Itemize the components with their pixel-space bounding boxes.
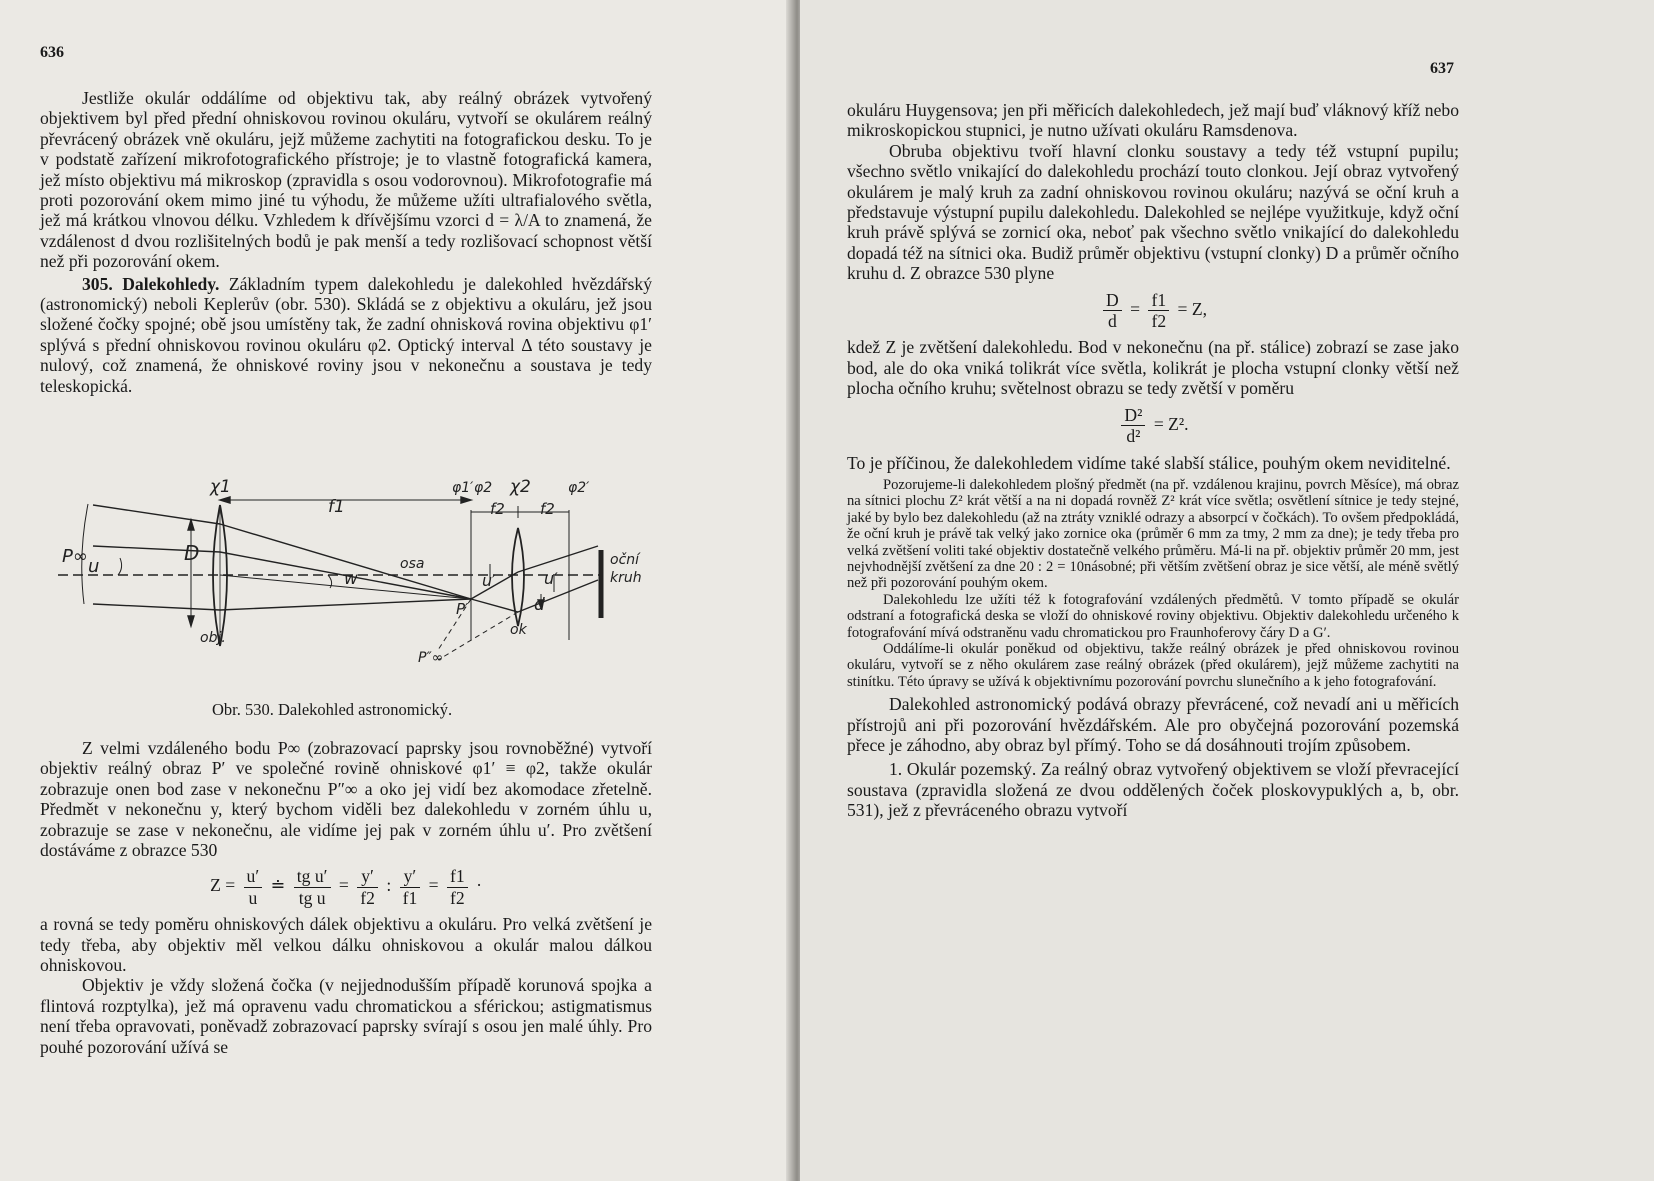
- numerator: f1: [447, 866, 468, 887]
- phi2p-label: φ2′: [568, 480, 590, 496]
- paragraph: Objektiv je vždy složená čočka (v nejjednodušším případě korunová spojka a flintová rozptylka), jež má opravenu vadu chromatickou a sférickou; astigmatismus není třeba opravovati, poněvadž zobrazovací paprsky svírají s osou jen malé úhly. Pro pouhé pozorování užívá se: [40, 975, 652, 1057]
- d-label: d: [534, 595, 545, 615]
- fraction: [244, 866, 263, 908]
- paragraph: Z velmi vzdáleného bodu P∞ (zobrazovací paprsky jsou rovnoběžné) vytvoří objektiv reálný obraz P′ ve společné rovině ohniskové φ1′ ≡ φ2, takže okulár zobrazuje onen bod zase v nekonečnu P″∞ a oko jej vidí bez akomodace zřetelně. Předmět v nekonečnu y, který bychom viděli bez dalekohledu v zorném úhlu u, zobrazuje se zase v nekonečnu, ale vidíme jej pak v zorném úhlu u′. Pro zvětšení dostáváme z obrazce 530: [40, 738, 652, 861]
- w-label: w: [344, 569, 358, 589]
- figure-caption: Obr. 530. Dalekohled astronomický.: [212, 700, 453, 719]
- right-page: [800, 0, 1654, 1181]
- page-number: 637: [1430, 60, 1454, 77]
- denominator: u: [248, 887, 258, 908]
- eq-operator: :: [386, 875, 392, 896]
- eye-ring-label: kruh: [610, 570, 642, 586]
- eq-term: = Z².: [1153, 413, 1189, 434]
- u-prime-label: u′: [544, 569, 558, 588]
- eq-term: Z =: [210, 875, 236, 896]
- fraction: [447, 866, 468, 908]
- eq-term: = Z,: [1177, 298, 1207, 319]
- D-label: D: [184, 541, 200, 565]
- fraction: [357, 866, 378, 908]
- paragraph: kdež Z je zvětšení dalekohledu. Bod v nekonečnu (na př. stálice) zobrazí se zase jako bod, ale do oka vniká tolikrát více světla, kolikrát je plocha vstupní clonky větší než plocha očního kruhu; světelnost obrazu se tedy zvětší v poměru: [847, 337, 1459, 399]
- u-prime-label: u′: [482, 571, 496, 590]
- paragraph: okuláru Huygensova; jen při měřicích dalekohledech, jež mají buď vláknový kříž nebo mikroskopickou stupnici, je nutno užívati okuláru Ramsdenova.: [847, 100, 1459, 141]
- denominator: f2: [360, 887, 375, 908]
- equation-magnification: [40, 866, 652, 908]
- paragraph: To je příčinou, že dalekohledem vidíme také slabší stálice, pouhým okem neviditelné.: [847, 452, 1451, 473]
- eye-ring-label: oční: [610, 552, 640, 568]
- page-number: 636: [40, 44, 64, 61]
- fraction: [1148, 290, 1169, 332]
- section-paragraph: [40, 274, 652, 396]
- eq-operator: ≐: [270, 875, 286, 896]
- right-text: [847, 100, 1459, 821]
- numerator: f1: [1148, 290, 1169, 311]
- paragraph-text: Základním typem dalekohledu je dalekohled hvězdářský (astronomický) neboli Keplerův (obr. 530). Skládá se z objektivu a okuláru, jež jsou složené čočky spojné; obě jsou umístěny tak, že zadní ohnisková rovina objektivu φ1′ splývá s přední ohniskovou rovinou okuláru φ2. Optický interval Δ této soustavy je nulový, což znamená, že ohniskové roviny jsou v nekonečnu a soustava je tedy teleskopická.: [40, 273, 652, 396]
- denominator: tg u: [298, 887, 326, 908]
- denominator: f2: [450, 887, 465, 908]
- equation-eye-ring: [847, 290, 1459, 332]
- f1-label: f1: [328, 497, 345, 517]
- left-page: [0, 0, 792, 1181]
- numerator: y′: [357, 866, 378, 887]
- numerator: D: [1103, 290, 1122, 311]
- numerator: tg u′: [294, 866, 331, 887]
- ok-label: ok: [510, 622, 527, 638]
- u-label: u: [88, 556, 100, 577]
- f2-label: f2: [490, 500, 505, 518]
- telescope-diagram: [58, 477, 678, 700]
- denominator: d²: [1126, 426, 1141, 447]
- chi2-label: χ2: [510, 477, 531, 497]
- numerator: D²: [1121, 405, 1145, 426]
- p-prime-label: P′: [456, 600, 469, 618]
- fraction: [294, 866, 331, 908]
- paragraph: 1. Okulár pozemský. Za reálný obraz vytvořený objektivem se vloží převracející soustava (zpravidla složená ze dvou oddělených čoček ploskovypuklých a, b, obr. 531), jež z převráceného obrazu vytvoří: [847, 759, 1459, 821]
- eq-operator: =: [1130, 298, 1141, 319]
- phi2-label: φ2: [474, 480, 493, 496]
- axis-label: osa: [400, 556, 425, 572]
- left-text-upper: [40, 88, 652, 396]
- numerator: y′: [400, 866, 421, 887]
- pinf-label: P∞: [62, 546, 88, 567]
- chi1-label: χ1: [210, 477, 231, 497]
- paragraph: Dalekohled astronomický podává obrazy převrácené, což nevadí ani u měřicích přístrojů ani při pozorování hvězdářském. Ale pro obyčejná pozorování pozemská přece je záhodno, aby obraz byl přímý. Toho se dá dosáhnouti trojím způsobem.: [847, 694, 1459, 755]
- p-double-prime-label: P″∞: [418, 650, 444, 666]
- small-paragraph: Pozorujeme-li dalekohledem plošný předmět (na př. vzdálenou krajinu, povrch Měsíce), má obraz na sítnici plochu Z² krát větší a na ni dopadá rovněž Z² krát více světla; osvětlení sítnice je tedy stejné, jaké by bylo bez dalekohledu (až na ztráty vzniklé odrazy a absorpcí v čočkách). To ovšem předpokládá, že oční kruh je právě tak velký jako zornice oka (průměr 6 mm za tmy, 2 mm za dne); je tedy třeba pro velká zvětšení voliti také objektiv dostatečně velkého průměru. Má-li na př. objektiv průměr 20 mm, jest nejvhodnější zvětšení za dne 20 : 2 = 10násobné; při větším zvětšení obraz je sice větší, ale méně světlý než při pozorování pouhým okem.: [847, 476, 1459, 592]
- denominator: f2: [1151, 311, 1167, 332]
- paragraph: Jestliže okulár oddálíme od objektivu tak, aby reálný obrázek vytvořený objektivem byl před přední ohniskovou rovinou okuláru, vytvoří se okulárem reálný převrácený obrázek vně okuláru, jejž můžeme zachytiti na fotografickou desku. To je v podstatě zařízení mikrofotografického přístroje; je to vlastně fotografická kamera, jež místo objektivu má mikroskop (zpravidla s osou vodorovnou). Mikrofotografie má proti pozorování okem mimo jiné tu výhodu, že můžeme užíti ultrafialového světla, jež má krátkou vlnovou délku. Vzhledem k dřívějšímu vzorci d = λ/A to znamená, že vzdálenost d dvou rozlišitelných bodů je pak menší a tedy rozlišovací schopnost větší než při pozorování okem.: [40, 88, 652, 272]
- denominator: f1: [402, 887, 418, 908]
- f2-label: f2: [540, 500, 555, 518]
- paragraph: a rovná se tedy poměru ohniskových dálek objektivu a okuláru. Pro velká zvětšení je tedy třeba, aby objektiv měl velkou dálku ohniskovou a okulár malou dálkou ohniskovou.: [40, 914, 652, 976]
- small-print-block: [847, 477, 1459, 690]
- eq-operator: =: [338, 875, 349, 896]
- fraction: [400, 866, 421, 908]
- obj-label: obj.: [200, 630, 226, 646]
- numerator: u′: [244, 866, 263, 887]
- equation-brightness: [847, 405, 1459, 447]
- small-paragraph: Oddálíme-li okulár poněkud od objektivu, takže reálný obrázek je před ohniskovou rovinou okuláru, vytvoří se z něho okulárem zase reálný obrázek (před okulárem), jejž můžeme zachytiti na stinítku. Této úpravy se užívá k objektivnímu pozorování povrchu slunečního a k jeho fotografování.: [847, 640, 1459, 690]
- section-number: 305.: [82, 273, 113, 294]
- small-paragraph: Dalekohledu lze užíti též k fotografování vzdálených předmětů. V tomto případě se okulár odstraní a fotografická deska se vloží do ohniskové roviny objektivu. Objektiv dalekohledu určeného k fotografování mívá odstraněnu vadu chromatickou pro Fraunhoferovy čáry D a G′.: [847, 591, 1459, 641]
- denominator: d: [1107, 311, 1117, 332]
- eq-operator: ·: [476, 875, 482, 896]
- eq-operator: =: [428, 875, 439, 896]
- left-text-lower: [40, 738, 652, 1057]
- section-title: Dalekohledy.: [122, 273, 220, 294]
- fraction: [1103, 290, 1122, 332]
- fraction: [1121, 405, 1145, 447]
- paragraph: Obruba objektivu tvoří hlavní clonku soustavy a tedy též vstupní pupilu; všechno světlo vnikající do dalekohledu prochází touto clonkou. Její obraz vytvořený okulárem je malý kruh za zadní ohniskovou rovinou okuláru; nazývá se oční kruh a představuje výstupní pupilu dalekohledu. Dalekohled se nejlépe využitkuje, když oční kruh právě splývá se zornicí oka, neboť pak všechno světlo vnikající do dalekohledu dopadá též na sítnici oka. Budiž průměr objektivu (vstupní clonky) D a průměr očního kruhu d. Z obrazce 530 plyne: [847, 140, 1459, 284]
- phi1-label: φ1′: [452, 480, 474, 496]
